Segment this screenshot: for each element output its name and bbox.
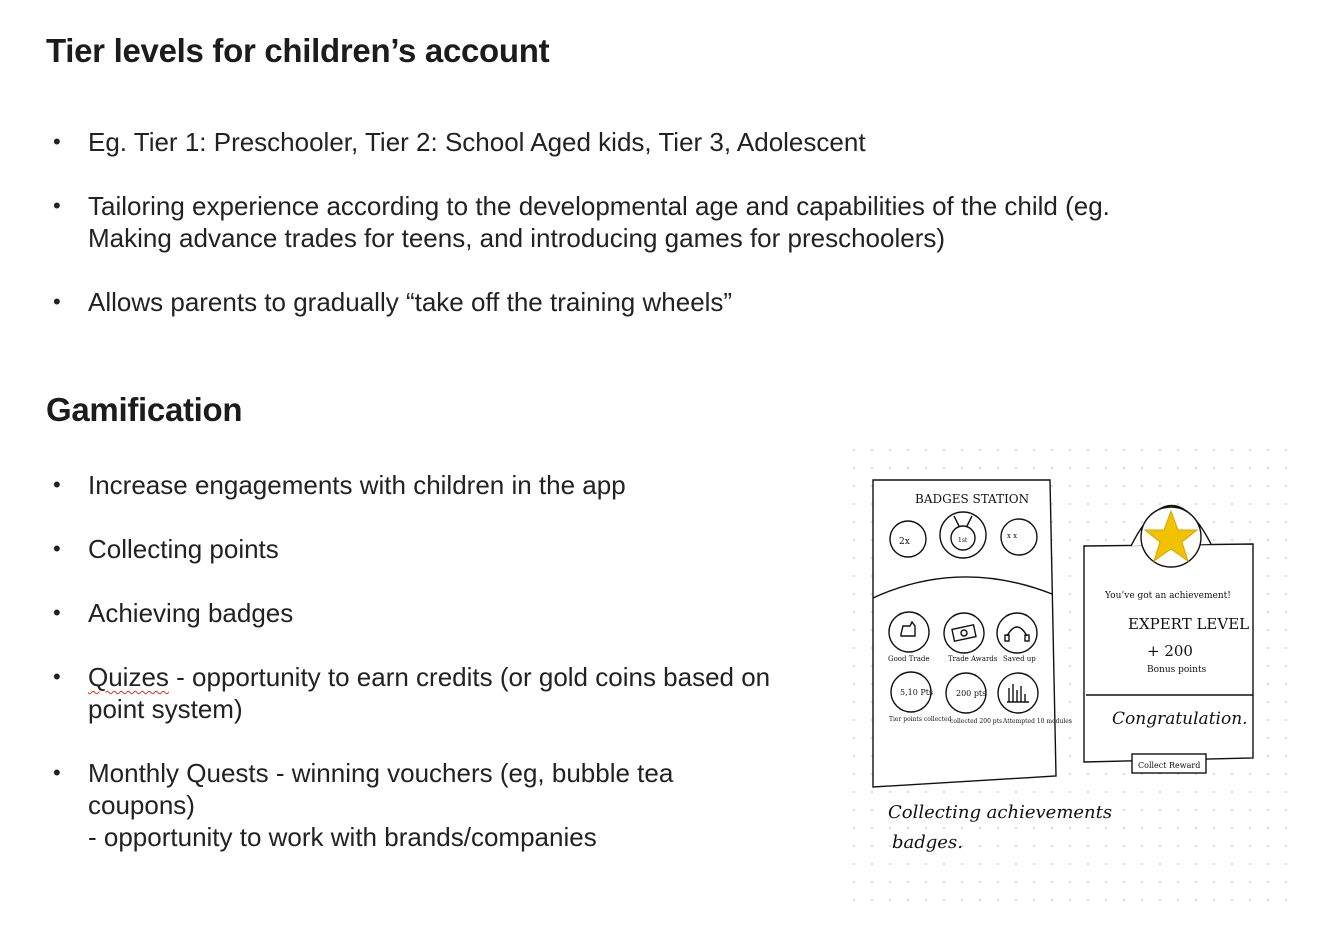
bonus-text: Bonus points (1147, 665, 1207, 675)
caption-line-2: badges. (892, 832, 963, 853)
list-item: • Tailoring experience according to the developmental age and capabilities of the child (eg. Making advance trades for teens, and introducing games for preschoolers) (46, 190, 1138, 254)
badge-label: Saved up (1003, 655, 1036, 663)
tier-levels-list (46, 126, 1138, 318)
list-item: • Allows parents to gradually “take off the training wheels” (46, 286, 1138, 318)
list-item-subtext: - opportunity to work with brands/companies (88, 822, 597, 852)
badge-label: Good Trade (888, 655, 930, 663)
congrats-text: Congratulation. (1112, 709, 1248, 729)
achievement-text: You’ve got an achievement! (1105, 591, 1231, 601)
badge-label: Tier points collected (889, 716, 952, 723)
list-item: • Collecting points (46, 533, 806, 565)
section-title-tier-levels: Tier levels for children’s account (46, 32, 550, 69)
badge-label: Trade Awards (948, 655, 998, 663)
list-item: • Achieving badges (46, 597, 806, 629)
badge-text: 1st (958, 537, 968, 544)
points-text: + 200 (1147, 642, 1193, 660)
sketch-svg (850, 446, 1290, 906)
caption-line-1: Collecting achievements (888, 802, 1113, 823)
badge-value: 5,10 Pts (900, 688, 934, 697)
list-item-text: Monthly Quests - winning vouchers (eg, bubble tea coupons) (88, 758, 674, 820)
badge-text: x x (1007, 532, 1018, 540)
spellcheck-word[interactable]: Quizes (88, 662, 169, 692)
collect-reward-label: Collect Reward (1138, 761, 1201, 770)
list-item-monthly-quests (46, 757, 728, 853)
list-item: • Increase engagements with children in the app (46, 469, 806, 501)
list-item-quizes (46, 661, 788, 725)
achievement-screen (1084, 505, 1253, 773)
screen-title: BADGES STATION (915, 492, 1030, 506)
badge-label: collected 200 pts (950, 718, 1003, 725)
list-item-text: - opportunity to earn credits (or gold coins based on point system) (88, 662, 771, 724)
list-item: • Eg. Tier 1: Preschooler, Tier 2: School Aged kids, Tier 3, Adolescent (46, 126, 1138, 158)
gamification-list (46, 469, 806, 853)
badge-value: 200 pts (956, 689, 987, 698)
badges-station-screen (873, 480, 1072, 787)
section-title-gamification: Gamification (46, 391, 243, 428)
level-text: EXPERT LEVEL (1128, 615, 1250, 633)
badge-label: Attempted 10 modules (1003, 718, 1072, 725)
sketch-figure (850, 446, 1290, 906)
badge-text: 2x (899, 537, 910, 547)
